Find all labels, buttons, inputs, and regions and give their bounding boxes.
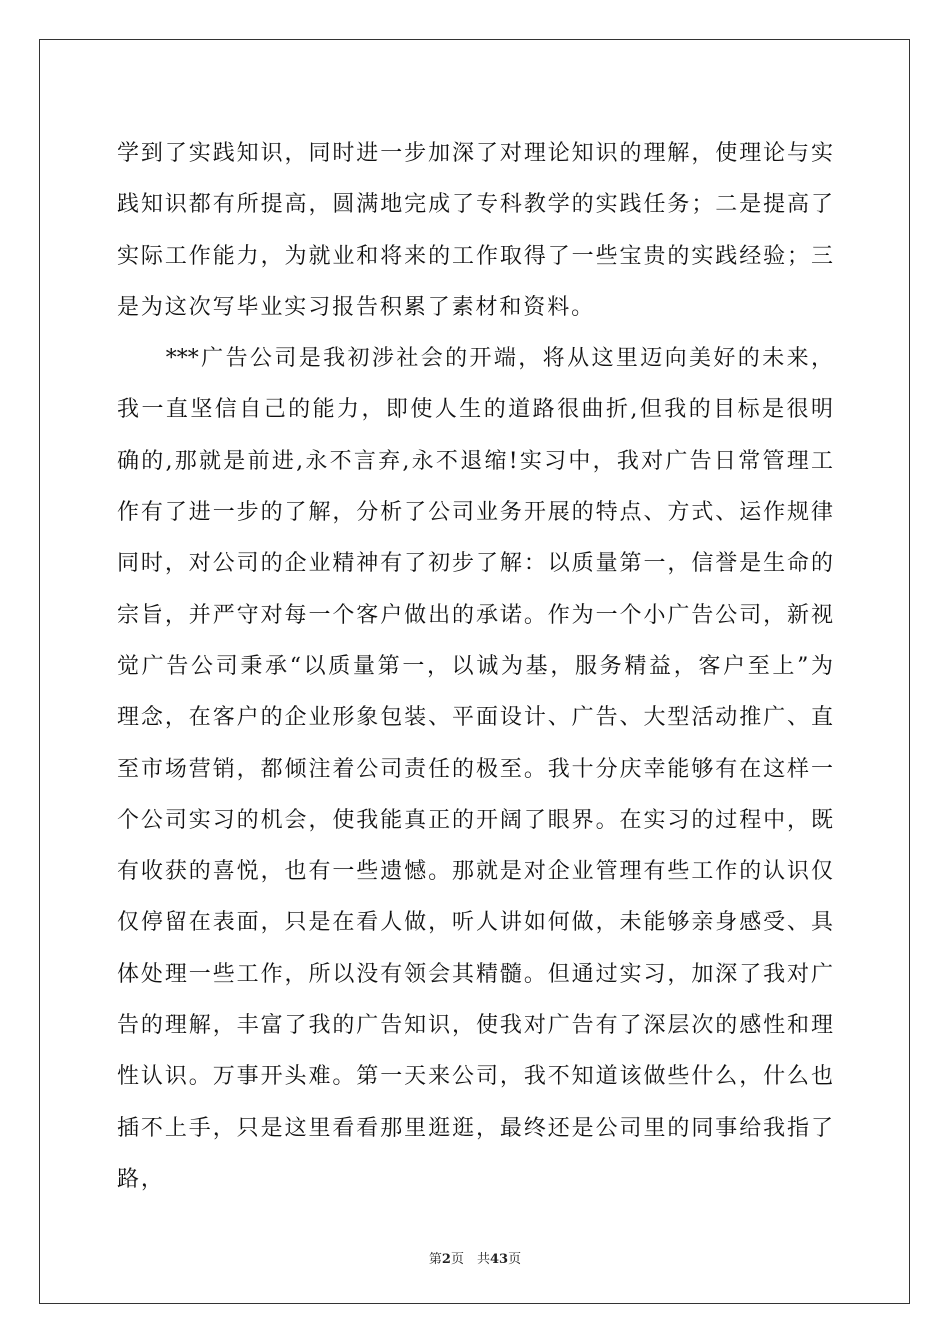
- text-line: 体处理一些工作，所以没有领会其精髓。但通过实习，加深了我对广: [117, 961, 833, 987]
- text-line: ***广告公司是我初涉社会的开端，将从这里迈向美好的未来，: [117, 346, 833, 372]
- text-line: 作有了进一步的了解，分析了公司业务开展的特点、方式、运作规律: [117, 500, 833, 526]
- text-line: 践知识都有所提高，圆满地完成了专科教学的实践任务；二是提高了: [117, 192, 833, 218]
- text-line: 有收获的喜悦，也有一些遗憾。那就是对企业管理有些工作的认识仅: [117, 859, 833, 885]
- text-line: 仅停留在表面，只是在看人做，听人讲如何做，未能够亲身感受、具: [117, 910, 833, 936]
- text-line: 告的理解，丰富了我的广告知识，使我对广告有了深层次的感性和理: [117, 1013, 833, 1039]
- text-line: 觉广告公司秉承“以质量第一，以诚为基，服务精益，客户至上”为: [117, 653, 833, 679]
- text-line: 实际工作能力，为就业和将来的工作取得了一些宝贵的实践经验；三: [117, 243, 833, 269]
- text-line: 我一直坚信自己的能力，即使人生的道路很曲折,但我的目标是很明: [117, 397, 833, 423]
- text-line: 个公司实习的机会，使我能真正的开阔了眼界。在实习的过程中，既: [117, 807, 833, 833]
- page-label-middle: 页 共: [450, 1252, 490, 1267]
- text-line: 至市场营销，都倾注着公司责任的极至。我十分庆幸能够有在这样一: [117, 756, 833, 782]
- current-page-number: 2: [441, 1252, 451, 1267]
- page-label-prefix: 第: [428, 1252, 442, 1267]
- page-footer: [0, 1248, 950, 1267]
- text-line: 确的,那就是前进,永不言弃,永不退缩!实习中，我对广告日常管理工: [117, 448, 833, 474]
- text-line: 性认识。万事开头难。第一天来公司，我不知道该做些什么，什么也: [117, 1064, 833, 1090]
- total-page-count: 43: [489, 1252, 509, 1267]
- text-line: 宗旨，并严守对每一个客户做出的承诺。作为一个小广告公司，新视: [117, 602, 833, 628]
- document-body: [117, 128, 833, 1205]
- page-label-suffix: 页: [508, 1252, 522, 1267]
- text-line: 是为这次写毕业实习报告积累了素材和资料。: [117, 294, 596, 320]
- text-line: 插不上手，只是这里看看那里逛逛，最终还是公司里的同事给我指了: [117, 1115, 833, 1141]
- text-line: 路，: [117, 1166, 165, 1192]
- text-line: 理念，在客户的企业形象包装、平面设计、广告、大型活动推广、直: [117, 705, 833, 731]
- text-line: 学到了实践知识，同时进一步加深了对理论知识的理解，使理论与实: [117, 141, 833, 166]
- text-line: 同时，对公司的企业精神有了初步了解：以质量第一，信誉是生命的: [117, 551, 833, 577]
